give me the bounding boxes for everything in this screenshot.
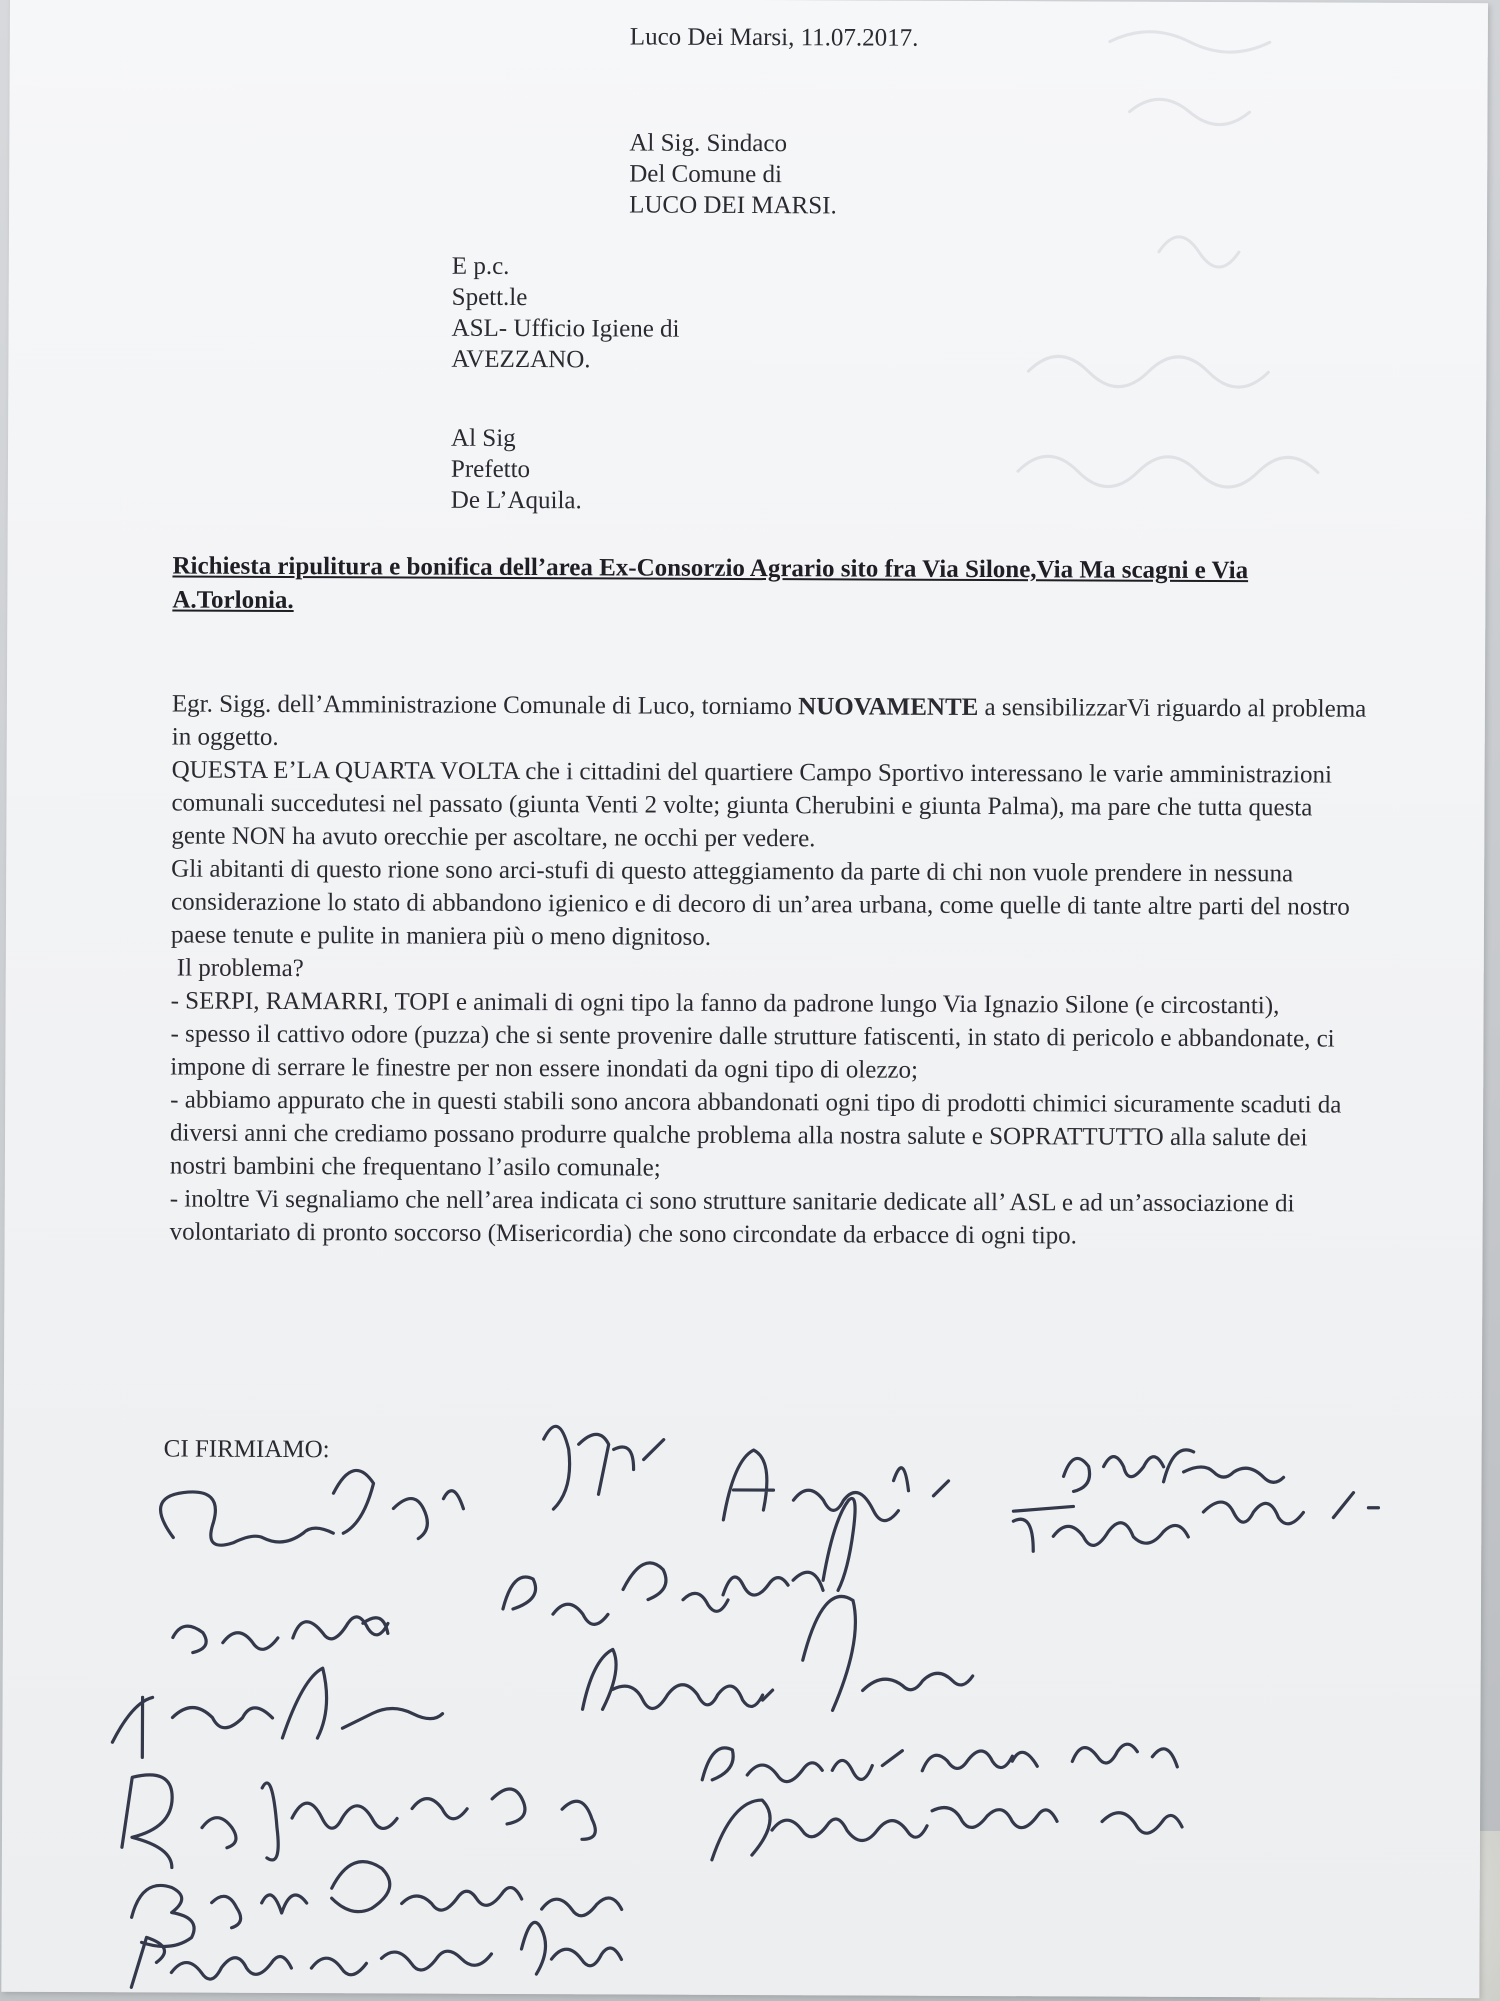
signature (1013, 1491, 1378, 1553)
body-text: Egr. Sigg. dell’Amministrazione Comunale di Luco, torniamo (171, 690, 799, 721)
problem-bullet: - inoltre Vi segnaliamo che nell’area indicata ci sono strutture sanitarie dedicate all’ ASL e ad un’associazione di volontariato di pronto soccorso (Misericordia) che sono circondate da erbacce di ogni tipo. (169, 1185, 1295, 1250)
recipient-line: ASL- Ufficio Igiene di (451, 314, 680, 343)
signature (503, 1562, 823, 1625)
signoff: CI FIRMIAMO: (163, 1435, 330, 1464)
signature (543, 1426, 663, 1509)
signature (160, 1470, 463, 1547)
recipient-line: LUCO DEI MARSI. (629, 191, 837, 220)
letter-subject: Richiesta ripulitura e bonifica dell’area Ex-Consorzio Agrario sito fra Via Silone,Via Ma scagni e Via A.Torlonia. (172, 552, 1249, 615)
recipient-line: E p.c. (451, 252, 510, 280)
recipient-line: Al Sig (451, 424, 516, 452)
recipient-line: De L’Aquila. (450, 486, 582, 515)
recipient-line: Del Comune di (629, 160, 783, 189)
recipient-line: Spett.le (451, 283, 528, 312)
body-paragraph: QUESTA E’LA QUARTA VOLTA che i cittadini del quartiere Campo Sportivo interessano le varie amministrazioni comunali succedutesi nel passato (giunta Venti 2 volte; giunta Cherubini e giunta Palma), ma pare che tutta questa gente NON ha avuto orecchie per ascoltare, ne occhi per vedere. (171, 756, 1333, 853)
signature (723, 1450, 948, 1521)
signature (1063, 1449, 1283, 1492)
letter-page (1, 0, 1488, 1998)
signature (132, 1861, 622, 1949)
body-paragraph: Gli abitanti di questo rione sono arci-stufi di questo atteggiamento da parte di chi non vuole prendere in nessuna considerazione lo stato di abbandono igienico e di decoro di un’area urbana, come quelle di tante altre parti del nostro paese tenute e pulite in maniera più o meno dignitoso. (170, 855, 1350, 951)
recipient-line: Prefetto (450, 455, 531, 484)
signatures (1, 0, 1488, 1998)
signature (112, 1667, 442, 1758)
signature (712, 1800, 1182, 1862)
recipient-line: Al Sig. Sindaco (629, 129, 788, 158)
signature (122, 1775, 596, 1870)
problem-bullet: - SERPI, RAMARRI, TOPI e animali di ogni tipo la fanno da padrone lungo Via Ignazio Silone (e circostanti), (170, 987, 1280, 1020)
signature (702, 1742, 1177, 1783)
problem-bullet: - spesso il cattivo odore (puzza) che si sente provenire dalle strutture fatiscenti, in stato di pericolo e abbandonate, ci impone di serrare le finestre per non essere inondati da ogni tipo di olezzo; (170, 1020, 1335, 1084)
signature (583, 1595, 973, 1711)
signature (131, 1921, 621, 1990)
signature (823, 1498, 855, 1590)
recipient-line: AVEZZANO. (451, 345, 591, 374)
body-emphasis: NUOVAMENTE (798, 693, 979, 722)
letter-date: Luco Dei Marsi, 11.07.2017. (629, 23, 919, 52)
signature (173, 1616, 388, 1653)
body-text: a sensibilizzarVi riguardo al problema in oggetto. (171, 694, 1367, 751)
problem-heading: Il problema? (176, 954, 304, 983)
problem-bullet: - abbiamo appurato che in questi stabili sono ancora abbandonati ogni tipo di prodotti chimici sicuramente scaduti da diversi anni che crediamo possano produrre qualche problema alla nostra salute e SOPRATTUTTO alla salute dei nostri bambini che frequentano l’asilo comunale; (169, 1086, 1342, 1182)
